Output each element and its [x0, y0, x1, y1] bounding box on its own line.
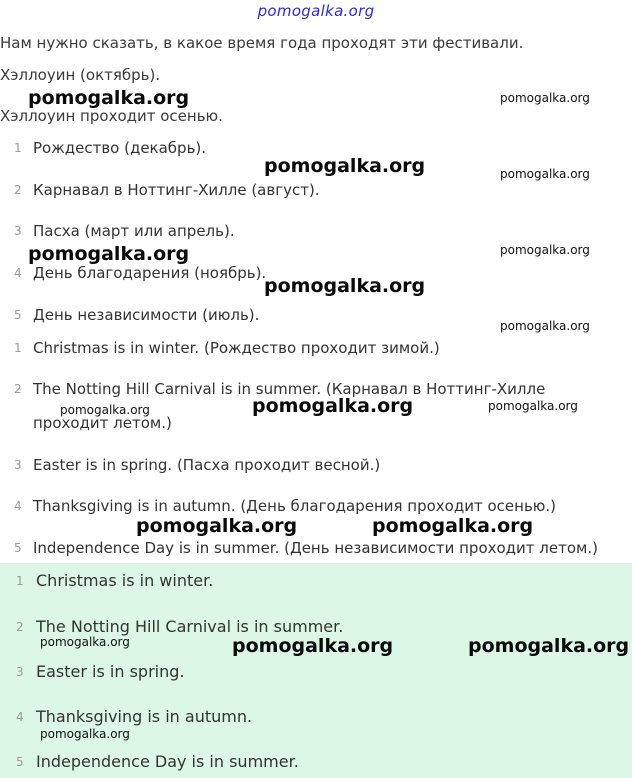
watermark: pomogalka.org [264, 275, 426, 297]
watermark: pomogalka.org [468, 635, 630, 657]
translation-text: Christmas is in winter. (Рождество проходит зимой.) [33, 339, 440, 357]
item-number: 5 [14, 541, 22, 555]
watermark: pomogalka.org [40, 727, 130, 741]
item-number: 4 [14, 266, 22, 280]
item-number: 2 [14, 183, 22, 197]
item-number: 1 [14, 341, 22, 355]
item-number: 1 [16, 574, 24, 588]
item-number: 3 [14, 458, 22, 472]
watermark: pomogalka.org [252, 395, 414, 417]
watermark: pomogalka.org [500, 91, 590, 105]
item-number: 2 [16, 620, 24, 634]
answer-text: The Notting Hill Carnival is in summer. [36, 617, 344, 636]
example-answer: Хэллоуин проходит осенью. [0, 107, 223, 125]
watermark: pomogalka.org [232, 635, 394, 657]
item-number: 1 [14, 141, 22, 155]
item-number: 5 [16, 755, 24, 769]
watermark: pomogalka.org [28, 87, 190, 109]
question-text: Рождество (декабрь). [33, 139, 207, 157]
question-text: Карнавал в Ноттинг-Хилле (август). [33, 181, 320, 199]
translation-text: Thanksgiving is in autumn. (День благодарения проходит осенью.) [33, 497, 557, 515]
item-number: 4 [14, 499, 22, 513]
site-header-logo[interactable]: pomogalka.org [257, 2, 375, 20]
question-text: Пасха (март или апрель). [33, 222, 235, 240]
item-number: 5 [14, 308, 22, 322]
watermark: pomogalka.org [372, 515, 534, 537]
task-text: Нам нужно сказать, в какое время года проходят эти фестивали. [0, 34, 524, 52]
item-number: 2 [14, 382, 22, 396]
watermark: pomogalka.org [28, 243, 190, 265]
watermark: pomogalka.org [500, 167, 590, 181]
question-text: День благодарения (ноябрь). [33, 264, 267, 282]
watermark: pomogalka.org [60, 403, 150, 417]
watermark: pomogalka.org [40, 635, 130, 649]
answer-text: Thanksgiving is in autumn. [36, 707, 253, 726]
watermark: pomogalka.org [264, 155, 426, 177]
answer-block [0, 563, 632, 778]
watermark: pomogalka.org [500, 319, 590, 333]
answer-text: Christmas is in winter. [36, 571, 214, 590]
question-text: День независимости (июль). [33, 306, 260, 324]
example-question: Хэллоуин (октябрь). [0, 66, 161, 84]
translation-text: The Notting Hill Carnival is in summer. (Карнавал в Ноттинг-Хилле проходит летом.) [33, 380, 546, 432]
item-number: 3 [16, 665, 24, 679]
watermark: pomogalka.org [500, 243, 590, 257]
translation-text: Independence Day is in summer. (День независимости проходит летом.) [33, 539, 598, 557]
watermark: pomogalka.org [488, 399, 578, 413]
translation-text: Easter is in spring. (Пасха проходит весной.) [33, 456, 381, 474]
item-number: 3 [14, 224, 22, 238]
item-number: 4 [16, 710, 24, 724]
answer-text: Easter is in spring. [36, 662, 185, 681]
watermark: pomogalka.org [136, 515, 298, 537]
answer-text: Independence Day is in summer. [36, 752, 299, 771]
